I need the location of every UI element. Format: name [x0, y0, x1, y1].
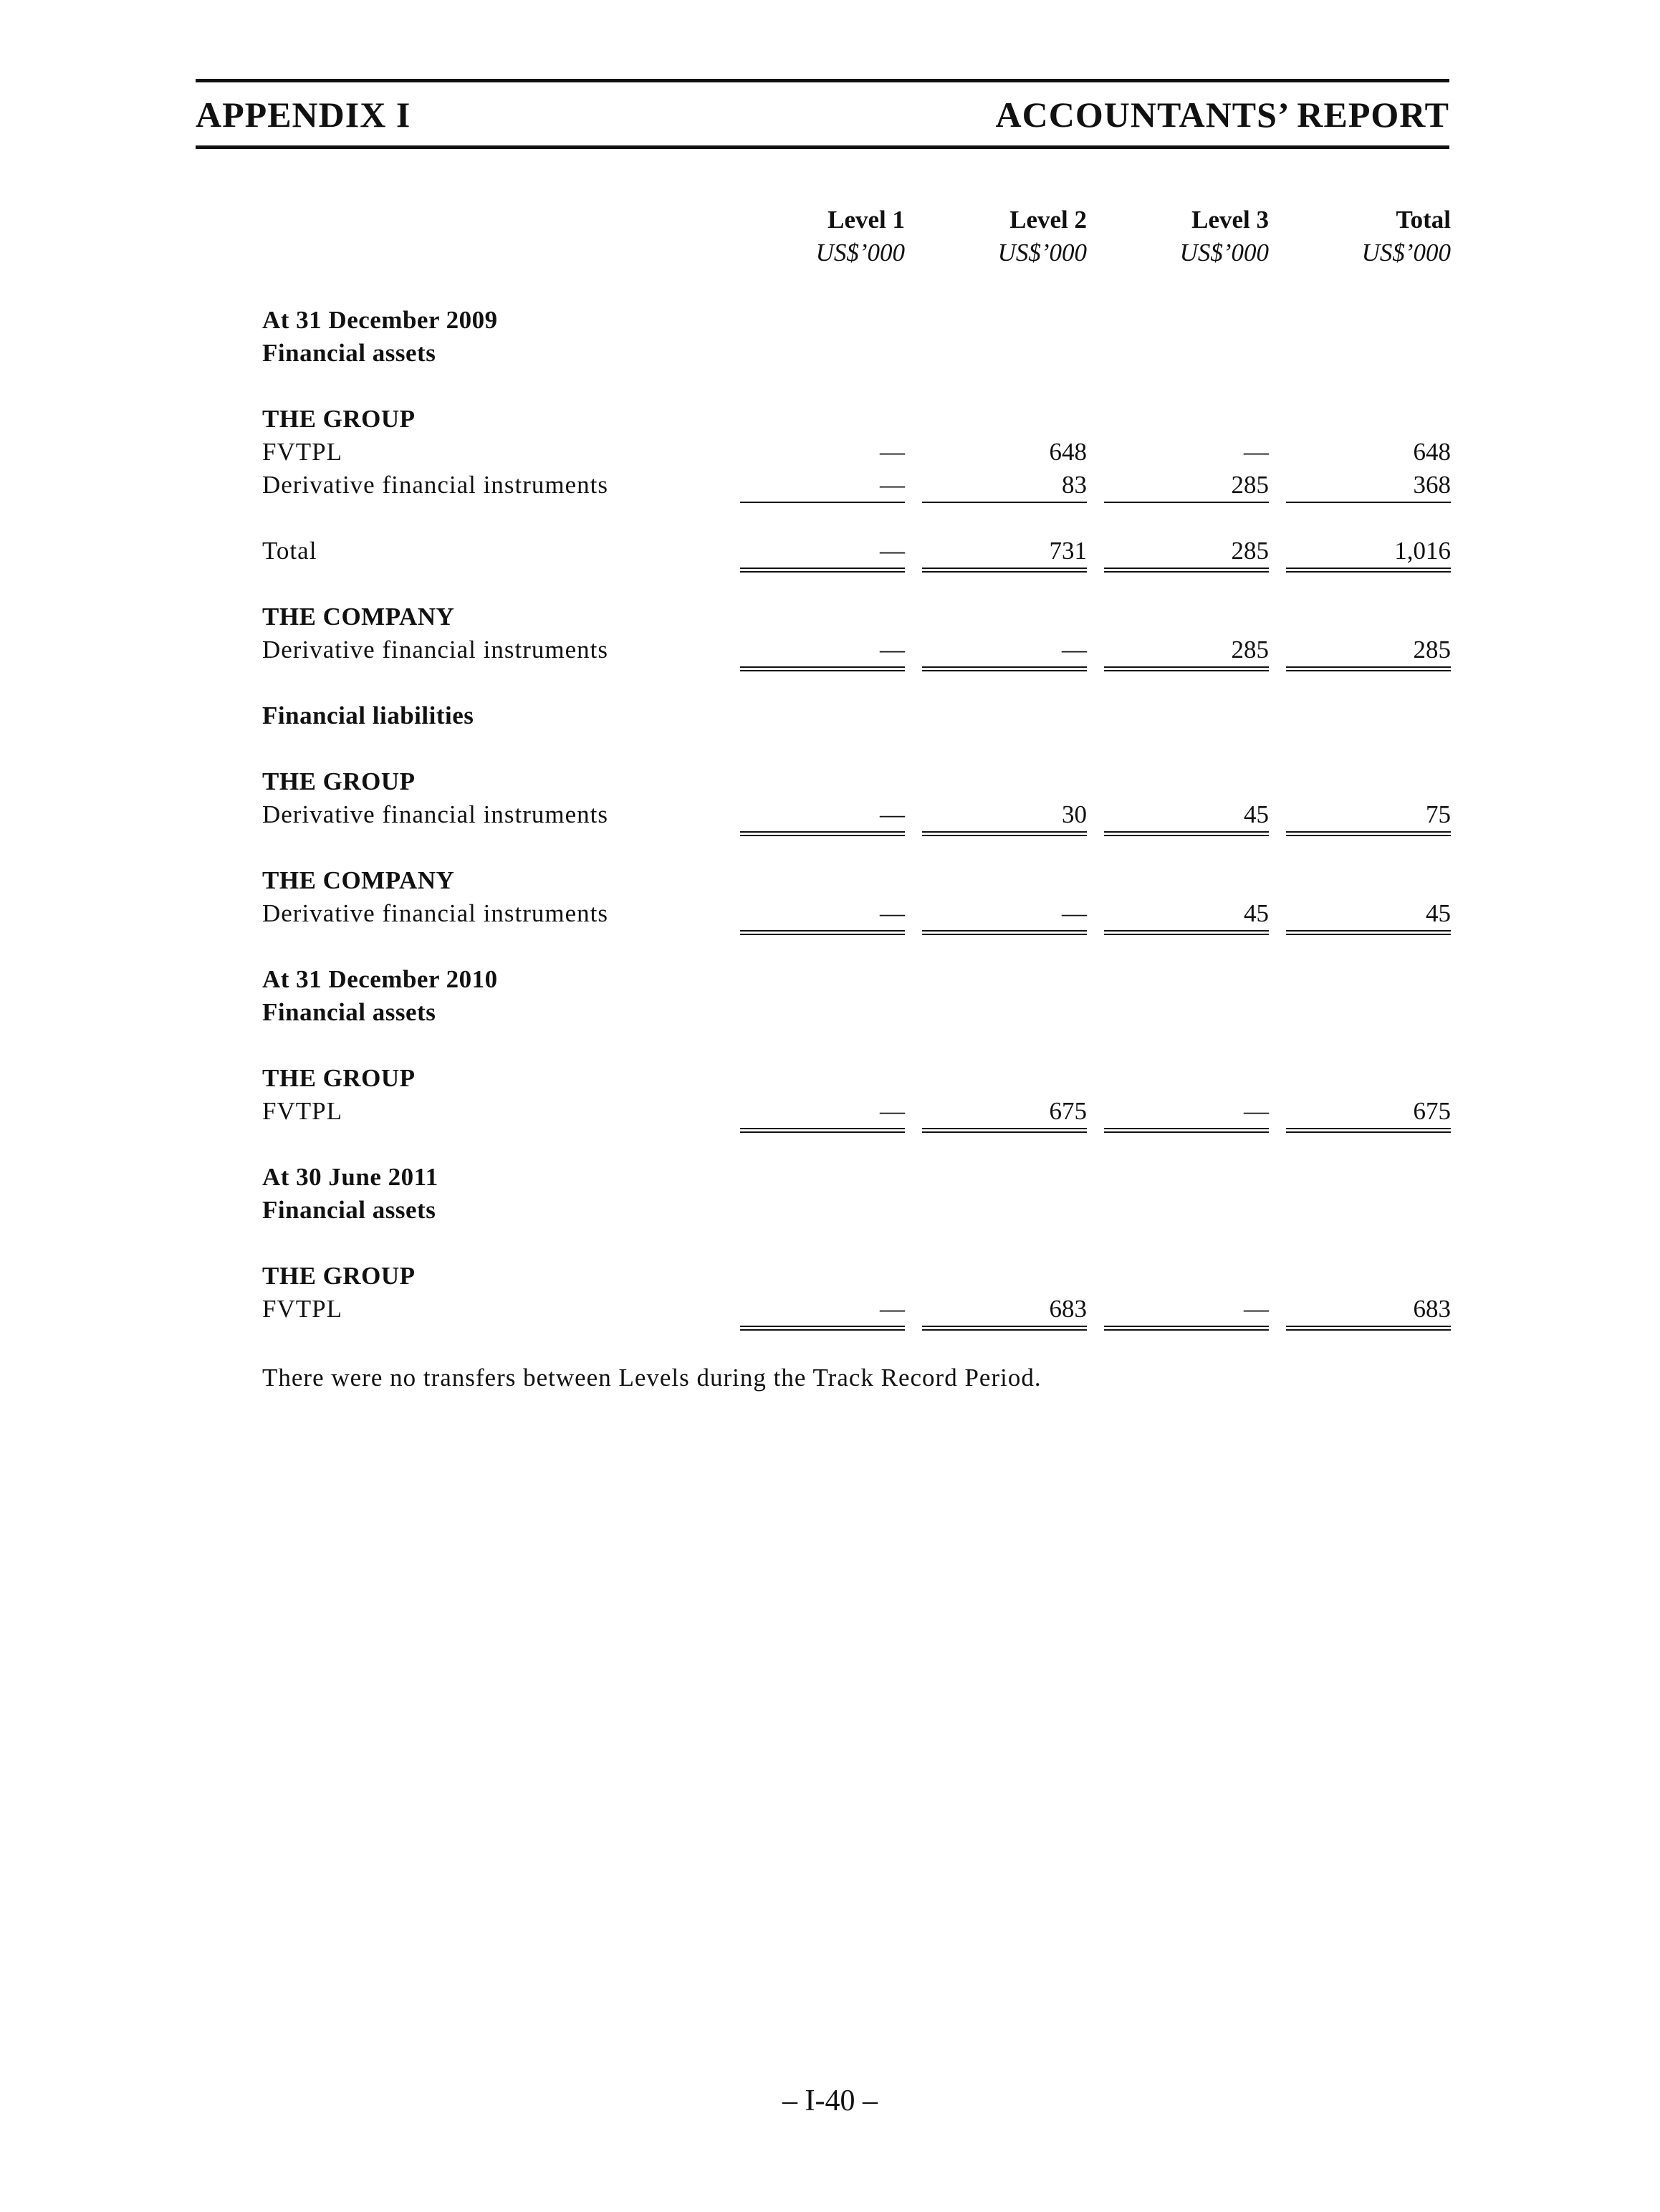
table-cell: —: [1104, 1293, 1269, 1331]
row-label-company-derivative-2009: Derivative financial instruments: [262, 636, 608, 664]
table-cell: 683: [922, 1293, 1087, 1331]
column-level-1-unit: US$’000: [815, 239, 905, 267]
section-group-2009-liabilities: THE GROUP: [262, 767, 416, 795]
table-cell: —: [740, 798, 905, 836]
table-cell: 368: [1286, 469, 1451, 503]
table-cell: —: [740, 1293, 905, 1331]
table-cell: —: [922, 897, 1087, 935]
column-total-unit: US$’000: [1361, 239, 1451, 267]
section-financial-assets-2010: Financial assets: [262, 998, 436, 1026]
table-cell-total: 285: [1104, 535, 1269, 573]
table-cell-total: 731: [922, 535, 1087, 573]
column-level-2-title: Level 2: [1009, 206, 1087, 234]
section-group-2010: THE GROUP: [262, 1064, 416, 1092]
row-label-group-liab-derivative-2009: Derivative financial instruments: [262, 800, 608, 828]
column-level-3-title: Level 3: [1191, 206, 1269, 234]
section-date-2011: At 30 June 2011: [262, 1163, 438, 1191]
row-label-fvtpl-2011: FVTPL: [262, 1295, 342, 1323]
table-cell: 45: [1104, 798, 1269, 836]
column-level-3-unit: US$’000: [1179, 239, 1269, 267]
table-cell: —: [740, 633, 905, 671]
table-cell: 683: [1286, 1293, 1451, 1331]
table-cell: 648: [1049, 438, 1087, 466]
table-cell: 45: [1286, 897, 1451, 935]
section-financial-assets-2011: Financial assets: [262, 1196, 436, 1224]
column-level-2-unit: US$’000: [997, 239, 1087, 267]
row-label-fvtpl-2010: FVTPL: [262, 1097, 342, 1125]
row-label-total-2009: Total: [262, 537, 317, 565]
table-cell: 675: [1286, 1095, 1451, 1133]
table-cell: —: [740, 897, 905, 935]
table-cell: 675: [922, 1095, 1087, 1133]
column-level-1: [740, 204, 905, 269]
table-cell: 83: [922, 469, 1087, 503]
section-date-2009: At 31 December 2009: [262, 306, 498, 334]
section-group-2011: THE GROUP: [262, 1262, 416, 1290]
table-cell: —: [922, 633, 1087, 671]
row-label-company-liab-derivative-2009: Derivative financial instruments: [262, 899, 608, 927]
table-cell: —: [740, 469, 905, 503]
section-financial-liabilities-2009: Financial liabilities: [262, 702, 474, 729]
section-company-2009-assets: THE COMPANY: [262, 603, 455, 631]
column-level-3: [1104, 204, 1269, 269]
table-cell: 75: [1286, 798, 1451, 836]
header-report-title: ACCOUNTANTS’ REPORT: [995, 95, 1449, 135]
section-date-2010: At 31 December 2010: [262, 965, 498, 993]
table-cell: 285: [1286, 633, 1451, 671]
table-cell-total: —: [740, 535, 905, 573]
column-level-2: [922, 204, 1087, 269]
column-total: [1286, 204, 1451, 269]
table-cell: 45: [1104, 897, 1269, 935]
row-label-fvtpl-2009: FVTPL: [262, 438, 342, 466]
table-cell: 285: [1104, 633, 1269, 671]
section-company-2009-liabilities: THE COMPANY: [262, 866, 455, 894]
page-number: – I-40 –: [782, 2084, 878, 2117]
table-cell: —: [1104, 1095, 1269, 1133]
table-cell: 285: [1104, 469, 1269, 503]
table-cell: 648: [1413, 438, 1451, 466]
page-header: [196, 79, 1449, 149]
section-group-2009-assets: THE GROUP: [262, 405, 416, 433]
table-cell: —: [1244, 438, 1269, 466]
table-cell-total: 1,016: [1286, 535, 1451, 573]
section-financial-assets-2009: Financial assets: [262, 339, 436, 367]
column-level-1-title: Level 1: [827, 206, 905, 234]
transfers-note: There were no transfers between Levels during the Track Record Period.: [262, 1364, 1042, 1392]
table-cell: —: [740, 1095, 905, 1133]
table-cell: 30: [922, 798, 1087, 836]
row-label-derivative-2009: Derivative financial instruments: [262, 471, 608, 499]
header-appendix: APPENDIX I: [196, 95, 411, 135]
table-cell: —: [880, 438, 905, 466]
column-total-title: Total: [1396, 206, 1451, 234]
